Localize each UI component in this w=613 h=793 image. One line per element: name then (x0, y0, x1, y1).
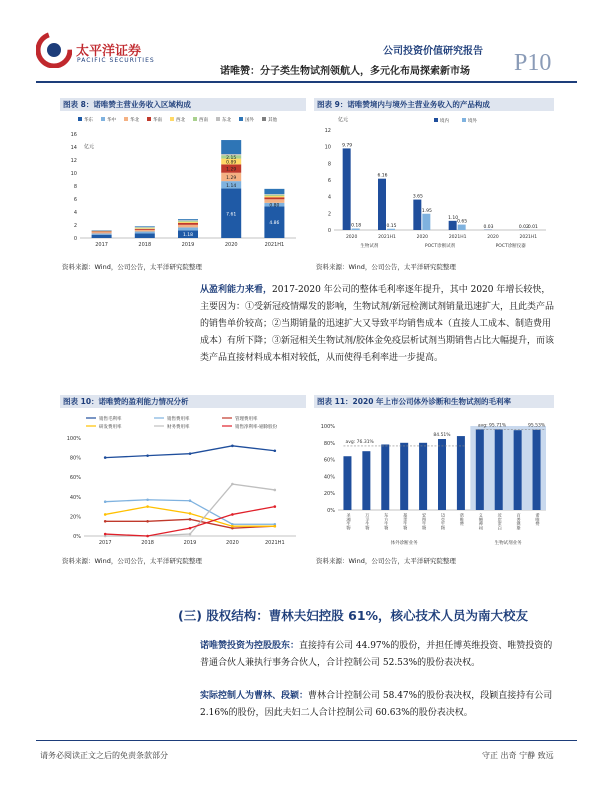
fig10-point (274, 505, 277, 508)
section3-title: (三) 股权结构：曹林夫妇控股 61%，核心技术人员为南大校友 (178, 608, 529, 623)
fig11-avg1-label: avg: 76.31% (345, 439, 374, 445)
fig11-avg2-label: avg: 95.71% (477, 423, 507, 429)
header-rule (36, 81, 577, 83)
fig9-data-label: 1.95 (421, 208, 432, 214)
fig8-bar-segment (178, 221, 198, 222)
fig11-xtick: 安图生物 (422, 513, 428, 530)
fig8-bar-segment (178, 222, 198, 223)
fig9-legend-swatch (462, 118, 466, 122)
fig8-source: 资料来源：Wind，公司公告，太平洋研究院整理 (62, 263, 202, 271)
fig9-ytick: 12 (324, 128, 331, 134)
fig9-ytick: 0 (327, 228, 331, 234)
fig10-xtick: 2020 (226, 540, 239, 546)
fig9-data-label: 1.10 (448, 215, 459, 221)
fig11-xtick: 圣湘生物 (346, 513, 352, 530)
fig11-ytick: 20% (323, 491, 335, 498)
fig8-bar-segment (135, 232, 155, 234)
fig8-legend-label: 国外 (245, 118, 254, 123)
fig9-bar (449, 221, 457, 230)
fig9-bar (343, 148, 351, 230)
fig8-legend-swatch (101, 117, 105, 121)
fig11-bar (495, 429, 503, 510)
section3-para2-text: 曹林合计控制公司 58.47%的股份表决权，段颖直接持有公司 2.16%的股份，因此夫妇二人合计控制公司 60.63%的股份表决权。 (200, 691, 553, 718)
fig8-bar-segment (92, 233, 112, 234)
fig8-data-label: 0.89 (226, 160, 237, 166)
page-number: P10 (514, 50, 552, 76)
fig8-ytick: 6 (73, 197, 77, 203)
fig9-group-label: POCT诊断仪器 (495, 244, 526, 249)
fig8-legend-swatch (239, 117, 243, 121)
fig8-ytick: 8 (73, 184, 77, 190)
fig10-point (274, 449, 277, 452)
fig11-bar (381, 444, 389, 510)
fig8-ytick: 16 (70, 132, 77, 138)
fig11-xtick: 东方生物 (384, 513, 390, 530)
fig9-xtick: 2021H1 (519, 235, 538, 240)
fig8-chart (60, 112, 306, 254)
fig11-xtick: 百普赛斯 (516, 513, 522, 530)
fig10-point (231, 445, 234, 448)
fig8-data-label: 2.15 (226, 155, 237, 161)
fig8-xtick: 2018 (138, 242, 152, 248)
fig8-bar-segment (221, 140, 241, 154)
fig10-point (189, 518, 192, 521)
fig11-title: 图表 11：2020 年上市公司体外诊断和生物试剂的毛利率 (314, 395, 554, 408)
fig8-legend-swatch (147, 117, 151, 121)
profitability-text: 2017-2020 年公司的整体毛利率逐年提升，其中 2020 年增长较快，主要因为：①受新冠疫情爆发的影响，生物试剂/新冠检测试剂销量迅速扩大，且此类产品的销售单价较高；②当期销量的迅速扩大又导致平均销售成本（直接人工成本、制造费用成本）有所下降；③新冠相关生物试剂/胶体金免疫层析试剂当期销售占比大幅提升，而该类产品直接材料成本相对较低，从而使得毛利率进一步提高。 (200, 285, 555, 363)
fig9-ytick: 4 (327, 194, 331, 201)
fig8-legend-swatch (193, 117, 197, 121)
fig11-source: 资料来源：Wind，公司公告，太平洋研究院整理 (316, 557, 456, 565)
fig10-point (104, 456, 107, 459)
fig8-legend-label: 华北 (130, 118, 139, 123)
report-type: 公司投资价值研究报告 (383, 46, 483, 57)
fig10-legend-label: 销售毛利率 (99, 417, 122, 422)
fig8-legend-label: 西北 (176, 118, 185, 123)
fig9-bar (378, 179, 386, 230)
fig10-legend-label: 销售费用率 (167, 417, 190, 422)
fig9-bar (458, 225, 466, 230)
fig8-data-label: 4.86 (269, 221, 280, 227)
section3-para1-text: 直接持有公司 44.97%的股份，并担任博英维投资、唯赞投资的普通合伙人兼执行事务合伙人，合计控制公司 52.53%的股份表决权。 (200, 641, 553, 668)
fig10-ytick: 0% (73, 534, 81, 540)
section3-para1 (200, 638, 556, 672)
section3-para1-lead: 诺唯赞投资为控股股东： (200, 641, 300, 651)
fig8-legend-swatch (262, 117, 266, 121)
fig11-bar (457, 436, 465, 510)
section3-para2 (200, 688, 556, 722)
fig9-xtick: 2021H1 (378, 235, 396, 240)
fig9-unit: 亿元 (338, 117, 349, 123)
fig8-bar-segment (135, 228, 155, 229)
fig9-title: 图表 9：诺唯赞境内与境外主营业务收入的产品构成 (314, 98, 554, 111)
fig10-point (104, 513, 107, 516)
fig9-ytick: 8 (327, 161, 331, 168)
fig8-xtick: 2017 (95, 242, 108, 248)
logo (36, 32, 72, 68)
fig10-series-line (105, 446, 275, 458)
fig10-point (231, 513, 234, 516)
fig11-avg-mid-label: 84.51% (433, 433, 451, 439)
fig11-bar (362, 451, 370, 510)
footer-rule (36, 740, 577, 741)
fig8-title: 图表 8：诺唯赞主营业务收入区域构成 (60, 98, 306, 111)
fig8-ytick: 2 (73, 223, 77, 229)
fig8-bar-segment (135, 230, 155, 232)
fig8-bar-segment (264, 194, 284, 195)
fig8-bar-segment (135, 227, 155, 228)
fig10-xtick: 2019 (183, 540, 197, 546)
profitability-lead: 从盈利能力来看， (200, 285, 273, 295)
fig8-ytick: 12 (70, 158, 77, 164)
fig9-bar (413, 200, 421, 230)
fig9-data-label: 0.15 (386, 223, 397, 229)
fig9-data-label: 0.01 (527, 224, 538, 230)
fig11-ytick: 80% (323, 440, 335, 447)
fig9-ytick: 10 (324, 144, 331, 151)
fig8-xtick: 2019 (181, 242, 195, 248)
fig9-data-label: 6.16 (377, 173, 388, 179)
fig10-ytick: 40% (69, 494, 81, 501)
fig8-ytick: 4 (73, 210, 77, 216)
fig11-xtick: 近岸蛋白 (497, 513, 503, 530)
fig9-source: 资料来源：Wind，公司公告，太平洋研究院整理 (316, 263, 456, 271)
report-subtitle: 诺唯赞：分子类生物试剂领航人，多元化布局探索新市场 (220, 66, 470, 77)
fig8-bar-segment (92, 232, 112, 233)
fig10-xtick: 2018 (141, 540, 154, 546)
fig11-bar (476, 429, 484, 510)
fig8-data-label: 1.18 (182, 233, 194, 239)
fig11-ytick: 60% (323, 457, 335, 464)
fig10-point (189, 533, 192, 536)
section3-para2-lead: 实际控制人为曹林、段颖： (200, 691, 309, 701)
fig10-xtick: 2017 (98, 540, 112, 546)
fig10-point (146, 454, 149, 457)
fig8-bar-segment (92, 235, 112, 238)
fig8-data-label: 1.14 (226, 183, 237, 189)
fig9-data-label: 3.65 (412, 194, 423, 200)
fig10-point (274, 525, 277, 528)
fig8-bar-segment (135, 229, 155, 230)
fig8-bar-segment (178, 225, 198, 228)
fig11-avg-end-label: 95.53% (527, 423, 546, 429)
fig9-xtick: 2020 (487, 235, 499, 240)
fig8-bar-segment (178, 219, 198, 220)
fig9-legend-label: 境内 (440, 119, 449, 124)
fig8-data-label: 7.61 (226, 212, 237, 218)
fig9-xtick: 2020 (345, 235, 358, 240)
fig8-legend-label: 其他 (268, 118, 277, 123)
fig8-bar-segment (135, 226, 155, 227)
fig8-unit: 亿元 (84, 144, 95, 150)
fig10-point (274, 489, 277, 492)
fig10-point (146, 498, 149, 501)
fig8-bar-segment (264, 197, 284, 199)
fig9-data-label: 0.02 (518, 224, 529, 230)
fig8-bar-segment (178, 223, 198, 225)
fig8-xtick: 2021H1 (264, 242, 285, 248)
fig10-point (146, 505, 149, 508)
fig10-ytick: 60% (69, 475, 81, 482)
fig9-xtick: 2020 (416, 235, 429, 240)
fig8-legend-label: 华中 (107, 118, 116, 123)
fig11-ytick: 0% (327, 508, 335, 514)
fig10-point (231, 483, 234, 486)
fig8-bar-segment (264, 189, 284, 194)
fig11-bar (514, 430, 522, 510)
fig9-bar (422, 214, 430, 230)
fig9-legend-label: 境外 (468, 119, 477, 124)
fig8-legend-label: 华南 (153, 118, 162, 123)
fig10-point (146, 520, 149, 523)
fig10-point (189, 499, 192, 502)
fig10-ytick: 20% (69, 514, 81, 521)
footer-motto: 守正 出奇 宁静 致远 (482, 751, 554, 760)
fig8-bar-segment (178, 220, 198, 221)
fig10-legend-label: 研发费用率 (99, 425, 122, 430)
fig9-bar (352, 229, 360, 231)
fig8-bar-segment (135, 228, 155, 229)
fig8-legend-label: 华东 (84, 118, 93, 123)
fig11-xtick: 义翘神州 (478, 513, 484, 530)
fig8-bar-segment (92, 232, 112, 233)
footer-disclaimer: 请务必阅读正文之后的免责条款部分 (40, 751, 168, 760)
fig8-legend-swatch (216, 117, 220, 121)
fig10-xtick: 2021H1 (264, 540, 285, 546)
fig10-point (104, 500, 107, 503)
fig9-xtick: 2021H1 (448, 235, 467, 240)
logo-name: 太平洋证券 (76, 44, 142, 59)
fig8-data-label: 1.29 (226, 175, 237, 181)
fig8-legend-label: 东北 (222, 118, 231, 123)
fig8-legend-label: 西南 (199, 118, 208, 123)
fig8-legend-swatch (78, 117, 82, 121)
fig8-bar-segment (135, 233, 155, 238)
fig10-point (146, 535, 149, 538)
fig10-point (189, 527, 192, 530)
fig9-data-label: 0.65 (457, 219, 468, 225)
fig8-bar-segment (264, 199, 284, 203)
fig8-bar-segment (178, 227, 198, 230)
fig9-group-label: 生物试剂 (360, 244, 379, 249)
fig10-chart (60, 410, 306, 552)
fig8-data-label: 1.29 (226, 167, 237, 173)
fig9-chart (314, 112, 554, 254)
fig9-data-label: 9.79 (342, 143, 353, 149)
fig10-point (189, 452, 192, 455)
fig11-xtick: 诺唯赞 (535, 513, 541, 526)
fig11-xtick: 万孚生物 (365, 513, 371, 530)
fig10-point (104, 533, 107, 536)
fig11-bar (438, 439, 446, 510)
fig10-legend-label: 销售净利率-剔除股份 (235, 425, 278, 430)
fig9-bar (387, 229, 395, 230)
fig10-title: 图表 10：诺唯赞的盈利能力情况分析 (60, 395, 306, 408)
fig10-legend-label: 管理费用率 (235, 417, 258, 422)
fig8-xtick: 2020 (224, 242, 238, 248)
fig11-xtick: 基蛋生物 (403, 513, 409, 530)
fig8-ytick: 10 (70, 171, 77, 177)
fig9-ytick: 2 (327, 211, 331, 218)
fig9-ytick: 6 (327, 178, 331, 184)
fig11-bar (400, 443, 408, 510)
fig9-data-label: 0.03 (483, 224, 494, 230)
fig11-ytick: 100% (320, 424, 335, 430)
fig10-point (189, 512, 192, 515)
fig10-point (104, 520, 107, 523)
fig11-group1-label: 体外诊断业务 (390, 541, 418, 546)
fig9-data-label: 0.18 (351, 223, 362, 229)
fig11-bar (533, 430, 541, 510)
logo-icon (36, 32, 72, 68)
fig11-chart (314, 410, 554, 552)
fig10-source: 资料来源：Wind，公司公告，太平洋研究院整理 (62, 557, 202, 565)
fig8-bar-segment (264, 196, 284, 197)
fig8-ytick: 14 (70, 145, 77, 151)
fig11-ytick: 40% (323, 474, 335, 481)
fig11-group2-label: 生物试剂业务 (494, 541, 522, 546)
fig10-ytick: 100% (66, 436, 81, 442)
profitability-paragraph (200, 282, 556, 367)
fig8-legend-swatch (170, 117, 174, 121)
fig8-data-label: 0.80 (269, 203, 280, 209)
fig10-ytick: 80% (69, 455, 81, 462)
fig11-bar (343, 456, 351, 510)
fig10-legend-label: 财务费用率 (167, 425, 190, 430)
fig10-point (231, 525, 234, 528)
fig8-legend-swatch (124, 117, 128, 121)
fig11-xtick: 迈克生物 (441, 513, 446, 530)
fig10-series-line (105, 507, 275, 527)
logo-sub: PACIFIC SECURITIES (77, 57, 155, 64)
fig11-bar (419, 443, 427, 510)
fig11-xtick: 诺唯赞 (459, 513, 465, 526)
fig8-ytick: 0 (73, 236, 77, 242)
fig9-group-label: POCT诊断试剂 (424, 244, 456, 249)
fig8-bar-segment (264, 195, 284, 196)
fig9-legend-swatch (434, 118, 438, 122)
